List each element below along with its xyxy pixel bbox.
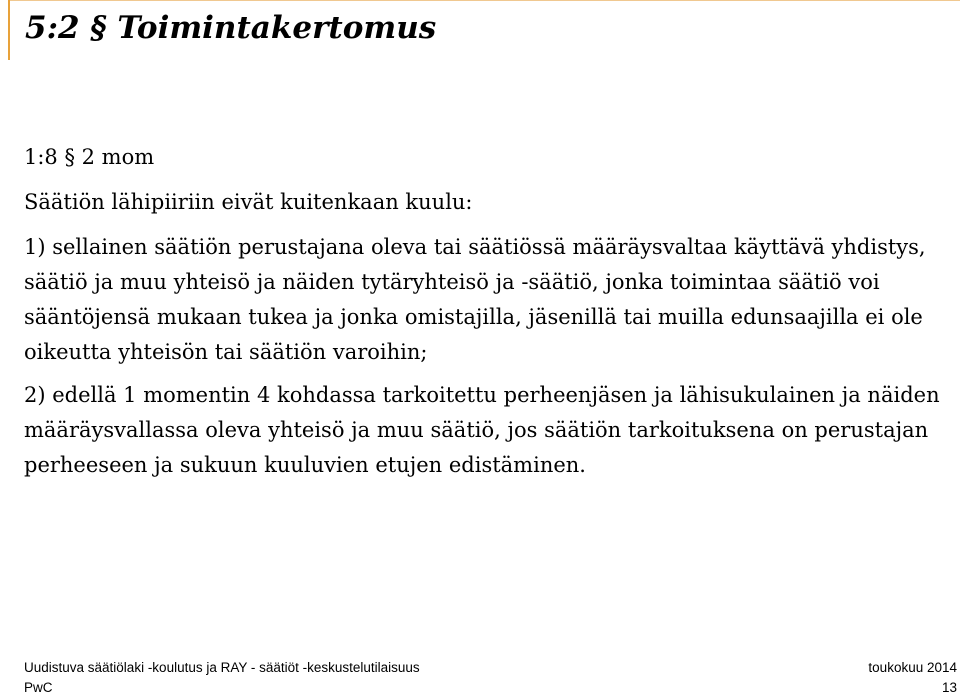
intro-text: Säätiön lähipiiriin eivät kuitenkaan kuulu: <box>24 190 473 214</box>
slide-title: 5:2 § Toimintakertomus <box>25 10 437 46</box>
accent-bar <box>8 0 10 60</box>
slide-body <box>24 140 944 483</box>
top-border-line <box>8 0 960 1</box>
legal-reference: 1:8 § 2 mom <box>24 145 155 169</box>
list-item-2: 2) edellä 1 momentin 4 kohdassa tarkoitettu perheenjäsen ja lähisukulainen ja näiden määräysvallassa oleva yhteisö ja muu säätiö, jos säätiön tarkoituksena on perustajan perheeseen ja sukuun kuuluvien etujen edistäminen. <box>24 383 940 477</box>
list-item-1: 1) sellainen säätiön perustajana oleva tai säätiössä määräysvaltaa käyttävä yhdistys, säätiö ja muu yhteisö ja näiden tytäryhteisö ja -säätiö, jonka toimintaa säätiö voi sääntöjensä mukaan tukea ja jonka omistajilla, jäsenillä tai muilla edunsaajilla ei ole oikeutta yhteisön tai säätiön varoihin; <box>24 235 926 364</box>
footer-date: toukokuu 2014 <box>868 660 957 675</box>
footer-event: Uudistuva säätiölaki -koulutus ja RAY - säätiöt -keskustelutilaisuus <box>24 660 420 675</box>
footer-company: PwC <box>24 680 53 695</box>
page-number: 13 <box>941 680 957 695</box>
